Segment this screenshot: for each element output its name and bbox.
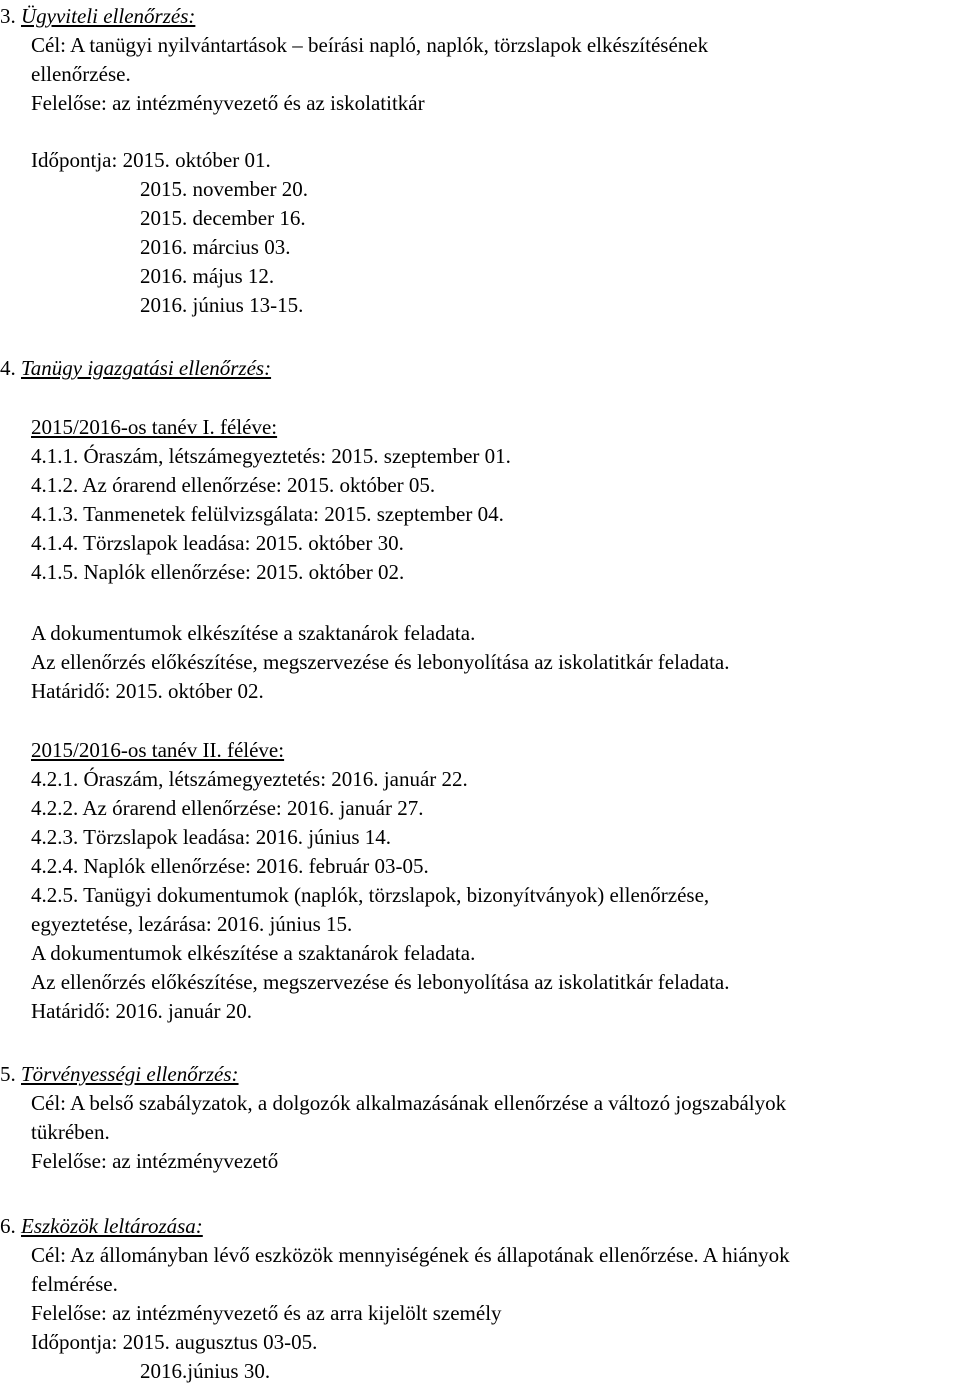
semester-2-item: 4.2.5. Tanügyi dokumentumok (naplók, törzslapok, bizonyítványok) ellenőrzése, [31,883,710,907]
section-3-date: 2015. december 16. [140,206,306,230]
section-6-goal-line1: Cél: Az állományban lévő eszközök mennyiségének és állapotának ellenőrzése. A hiányok [31,1243,790,1267]
section-3-goal-line2: ellenőrzése. [31,62,131,86]
semester-2-deadline: Határidő: 2016. január 20. [31,999,253,1023]
semester-2-item: 4.2.2. Az órarend ellenőrzése: 2016. január 27. [31,796,424,820]
section-title: Eszközök leltározása: [21,1214,203,1238]
semester-1-item: 4.1.3. Tanmenetek felülvizsgálata: 2015. szeptember 04. [31,502,504,526]
semester-1-deadline: Határidő: 2015. október 02. [31,679,264,703]
semester-1-note: A dokumentumok elkészítése a szaktanárok feladata. [31,621,476,645]
section-3-goal-line1: Cél: A tanügyi nyilvántartások – beírási napló, naplók, törzslapok elkészítésének [31,33,709,57]
semester-2-note: Az ellenőrzés előkészítése, megszervezése és lebonyolítása az iskolatitkár feladata. [31,970,730,994]
semester-1-item: 4.1.2. Az órarend ellenőrzése: 2015. október 05. [31,473,436,497]
semester-2-item: 4.2.4. Naplók ellenőrzése: 2016. február 03-05. [31,854,429,878]
section-3-dates-label: Időpontja: 2015. október 01. [31,148,271,172]
section-5-goal-line2: tükrében. [31,1120,110,1144]
section-5-goal-line1: Cél: A belső szabályzatok, a dolgozók alkalmazásának ellenőrzése a változó jogszabályok [31,1091,787,1115]
section-title: Tanügy igazgatási ellenőrzés: [21,356,272,380]
semester-1-note: Az ellenőrzés előkészítése, megszervezése és lebonyolítása az iskolatitkár feladata. [31,650,730,674]
semester-1-item: 4.1.4. Törzslapok leadása: 2015. október 30. [31,531,404,555]
section-3-responsible: Felelőse: az intézményvezető és az iskolatitkár [31,91,425,115]
section-3-date: 2015. november 20. [140,177,308,201]
semester-2-item: 4.2.1. Óraszám, létszámegyeztetés: 2016. január 22. [31,767,468,791]
section-6-responsible: Felelőse: az intézményvezető és az arra kijelölt személy [31,1301,502,1325]
section-5-responsible: Felelőse: az intézményvezető [31,1149,279,1173]
section-title: Ügyviteli ellenőrzés: [21,4,196,28]
semester-2-item: 4.2.3. Törzslapok leadása: 2016. június 14. [31,825,392,849]
section-number: 6. [0,1214,16,1238]
section-3-date: 2016. március 03. [140,235,291,259]
semester-2-title: 2015/2016-os tanév II. féléve: [31,738,285,762]
section-6-goal-line2: felmérése. [31,1272,118,1296]
section-5-heading [0,1060,239,1089]
section-6-date: 2016.június 30. [140,1359,271,1383]
semester-1-item: 4.1.5. Naplók ellenőrzése: 2015. október 02. [31,560,405,584]
semester-1-title: 2015/2016-os tanév I. féléve: [31,415,278,439]
semester-2-note: A dokumentumok elkészítése a szaktanárok feladata. [31,941,476,965]
section-6-dates-label: Időpontja: 2015. augusztus 03-05. [31,1330,318,1354]
section-3-date: 2016. május 12. [140,264,275,288]
section-title: Törvényességi ellenőrzés: [21,1062,239,1086]
section-6-heading [0,1212,203,1241]
section-3-heading [0,2,195,31]
section-number: 5. [0,1062,16,1086]
section-number: 4. [0,356,16,380]
section-4-heading [0,354,271,383]
semester-2-item-continuation: egyeztetése, lezárása: 2016. június 15. [31,912,353,936]
semester-1-item: 4.1.1. Óraszám, létszámegyeztetés: 2015. szeptember 01. [31,444,511,468]
section-3-date: 2016. június 13-15. [140,293,304,317]
section-number: 3. [0,4,16,28]
